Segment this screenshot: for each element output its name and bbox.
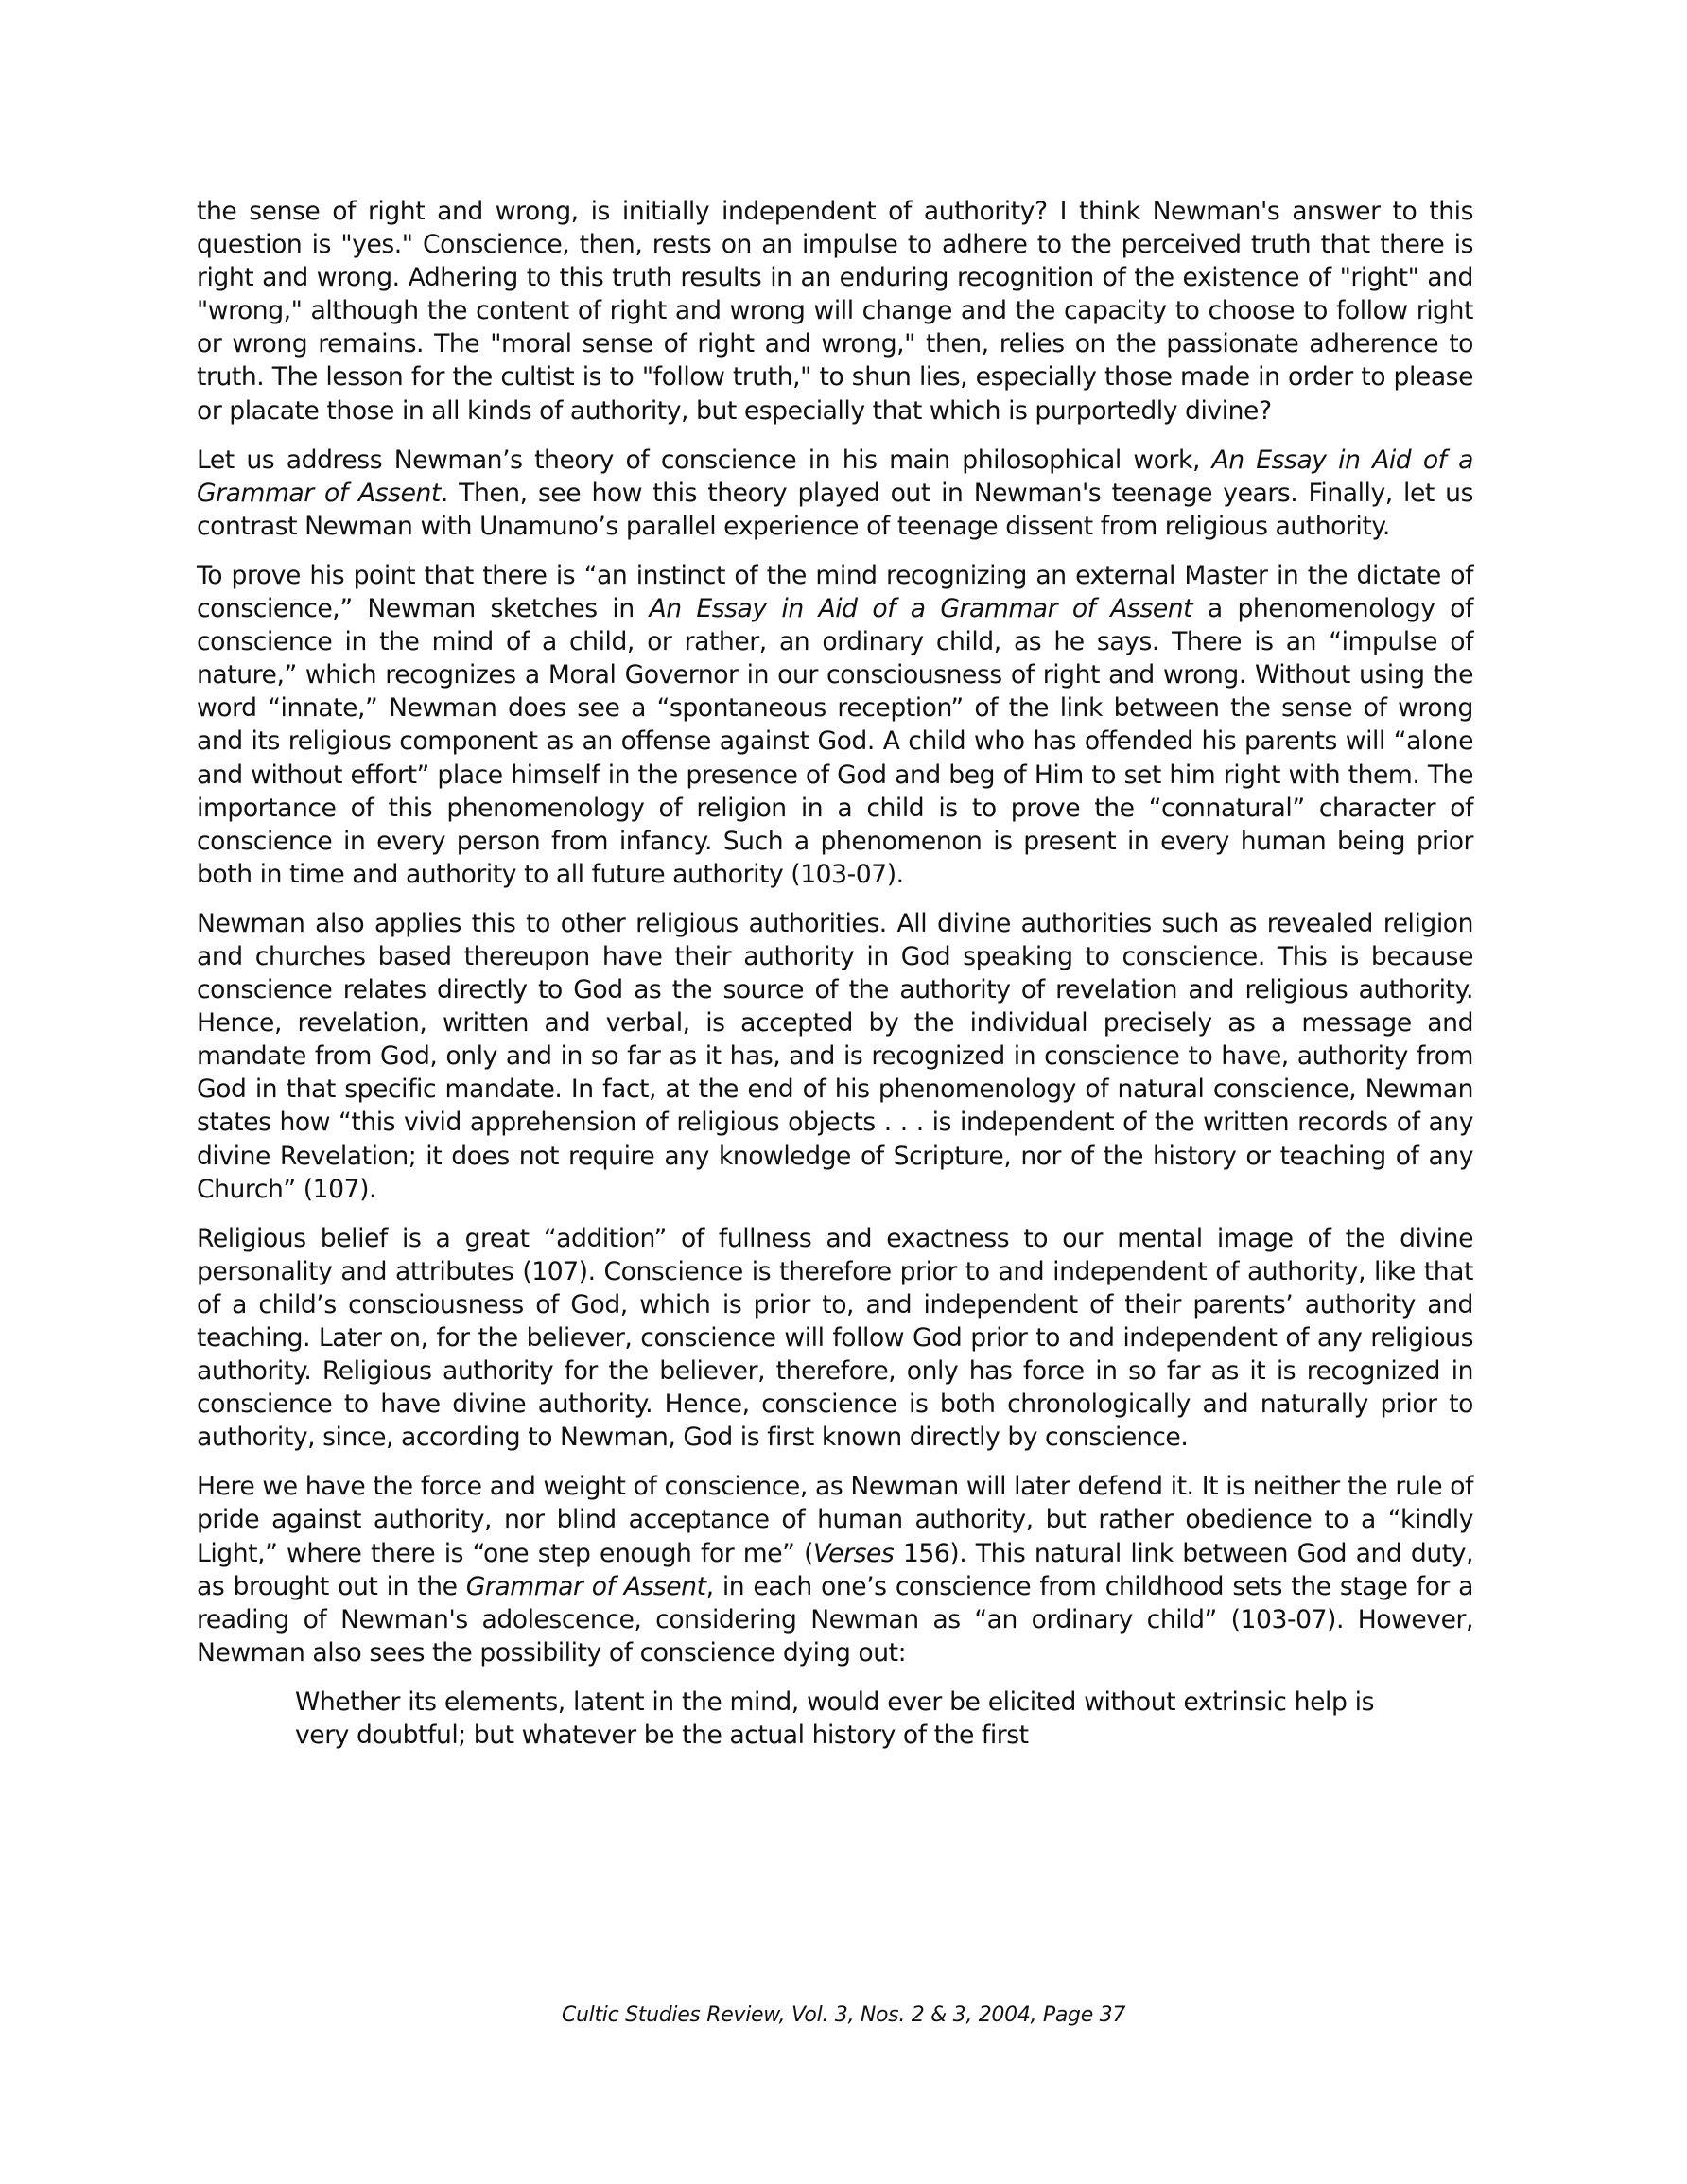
text-run: the sense of right and wrong, is initially independent of authority? I think Newman's answer to this question is "yes." Conscience, then, rests on an impulse to adhere to the perceived truth that there is right and wrong. Adhering to this truth results in an enduring recognition of the existence of "right" and "wrong," although the content of right and wrong will change and the capacity to choose to follow right or wrong remains. The "moral sense of right and wrong," then, relies on the passionate adherence to truth. The lesson for the cultist is to "follow truth," to shun lies, especially those made in order to please or placate those in all kinds of authority, but especially that which is purportedly divine? [197,197,1473,426]
italic-title: An Essay in Aid of a Grammar of Assent [649,594,1193,624]
text-run: a phenomenology of conscience in the mind of a child, or rather, an ordinary child, as he says. There is an “impulse of nature,” which recognizes a Moral Governor in our consciousness of right and wrong. Without using the word “innate,” Newman does see a “spontaneous reception” of the link between the sense of wrong and its religious component as an offense against God. A child who has offended his parents will “alone and without effort” place himself in the presence of God and beg of Him to set him right with them. The importance of this phenomenology of religion in a child is to prove the “connatural” character of conscience in every person from infancy. Such a phenomenon is present in every human being prior both in time and authority to all future authority (103-07). [197,594,1473,889]
text-run: Newman also applies this to other religious authorities. All divine authorities such as revealed religion and churches based thereupon have their authority in God speaking to conscience. This is because conscience relates directly to God as the source of the authority of revelation and religious authority. Hence, revelation, written and verbal, is accepted by the individual precisely as a message and mandate from God, only and in so far as it has, and is recognized in conscience to have, authority from God in that specific mandate. In fact, at the end of his phenomenology of natural conscience, Newman states how “this vivid apprehension of religious objects . . . is independent of the written records of any divine Revelation; it does not require any knowledge of Scripture, nor of the history or teaching of any Church” (107). [197,908,1473,1204]
paragraph [197,559,1473,891]
paragraph [197,195,1473,428]
document-body [197,195,1473,1752]
italic-title: Grammar of Assent [465,1571,706,1601]
text-run: To prove his point that there is “an instinct of the mind recognizing an external Master in the dictate of conscience,” Newman sketches in [197,560,1473,624]
text-run: 156). This natural link between God and duty, as brought out in the [197,1538,1473,1601]
page-footer: Cultic Studies Review, Vol. 3, Nos. 2 & 3, 2004, Page 37 [561,2003,1126,2027]
paragraph [197,1222,1473,1455]
text-run: Let us address Newman’s theory of conscience in his main philosophical work, [197,445,1212,475]
paragraph [197,1470,1473,1669]
text-run: , in each one’s conscience from childhood sets the stage for a reading of Newman's adolescence, considering Newman as “an ordinary child” (103-07). However, Newman also sees the possibility of conscience dying out: [197,1571,1473,1668]
italic-title: An Essay in Aid of a Grammar of Assent [197,445,1473,508]
text-run: Here we have the force and weight of conscience, as Newman will later defend it. It is neither the rule of pride against authority, nor blind acceptance of human authority, but rather obedience to a “kindly Light,” where there is “one step enough for me” ( [197,1472,1473,1568]
block-quote: Whether its elements, latent in the mind, would ever be elicited without extrinsic help is very doubtful; but whatever be the actual history of the first [295,1686,1374,1751]
paragraph [197,444,1473,543]
text-run: Religious belief is a great “addition” of fullness and exactness to our mental image of the divine personality and attributes (107). Conscience is therefore prior to and independent of authority, like that of a child’s consciousness of God, which is prior to, and independent of their parents’ authority and teaching. Later on, for the believer, conscience will follow God prior to and independent of any religious authority. Religious authority for the believer, therefore, only has force in so far as it is recognized in conscience to have divine authority. Hence, conscience is both chronologically and naturally prior to authority, since, according to Newman, God is first known directly by conscience. [197,1223,1473,1453]
text-run: . Then, see how this theory played out in Newman's teenage years. Finally, let us contrast Newman with Unamuno’s parallel experience of teenage dissent from religious authority. [197,478,1473,541]
paragraph [197,907,1473,1206]
italic-title: Verses [813,1538,895,1568]
